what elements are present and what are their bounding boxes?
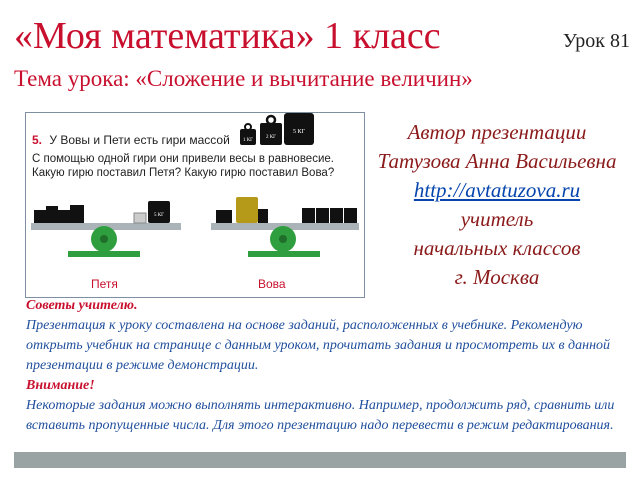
lesson-number: Урок 81 [562, 30, 630, 52]
svg-text:5. У Вовы и Пети есть [32, 133, 230, 147]
weight-2kg-icon [260, 116, 282, 145]
author-city: г. Москва [454, 265, 540, 289]
petya-label: Петя [91, 277, 118, 291]
author-block [368, 118, 626, 292]
task-illustration [25, 112, 365, 298]
petya-scale-icon [31, 201, 181, 257]
notes-paragraph-1: Презентация к уроку составлена на основе заданий, расположенных в учебнике. Рекомендую открыть учебник на странице с данным уроком, прочитать задания и просмотреть их в данной презентации в режиме демонстрации. [26, 318, 611, 373]
task-number: 5. [32, 133, 43, 147]
task-line-2: С помощью одной гири они привели весы в равновесие. [32, 153, 334, 165]
weight-1kg-icon [240, 124, 256, 145]
bottom-bar [14, 452, 626, 468]
author-role: учитель [460, 207, 534, 231]
task-line-3: Какую гирю поставил Петя? Какую гирю поставил Вова? [32, 167, 335, 179]
scales-figure [26, 113, 364, 297]
notes-warning: Внимание! [26, 378, 95, 393]
task-line-1: У Вовы и Пети есть гири массой [49, 133, 230, 147]
lesson-topic: Тема урока: «Сложение и вычитание величин» [14, 66, 473, 91]
author-website-link[interactable]: http://avtatuzova.ru [413, 178, 581, 202]
notes-paragraph-2: Некоторые задания можно выполнять интерактивно. Например, продолжить ряд, сравнить или вставить пропущенные числа. Для этого презентацию надо перевести в режим редактирования. [26, 398, 615, 433]
svg-text:5 КГ: 5 КГ [154, 213, 164, 218]
weight-5kg-icon [284, 113, 314, 145]
notes-heading: Советы учителю. [26, 298, 138, 313]
author-role-detail: начальных классов [413, 236, 581, 260]
author-label: Автор презентации [407, 120, 587, 144]
svg-text:2 КГ: 2 КГ [266, 135, 276, 140]
vova-scale-icon [211, 197, 359, 257]
author-name: Татузова Анна Васильевна [377, 149, 617, 173]
teacher-notes [26, 296, 616, 436]
svg-text:5 КГ: 5 КГ [293, 129, 305, 135]
vova-label: Вова [258, 277, 286, 291]
slide-title: «Моя математика» 1 класс [14, 15, 441, 57]
svg-text:1 КГ: 1 КГ [243, 138, 253, 143]
